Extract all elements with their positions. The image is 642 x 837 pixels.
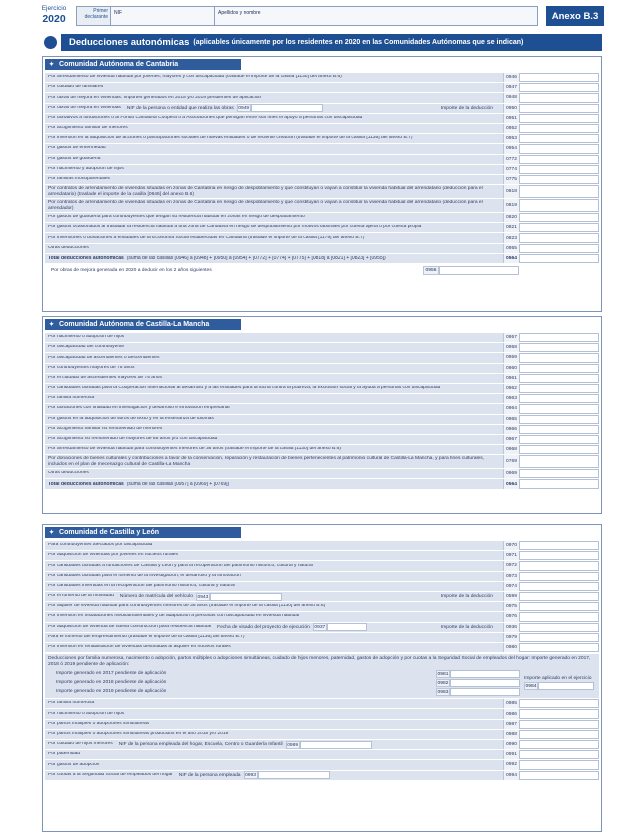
- main-title-bar: [61, 34, 602, 51]
- amount-input[interactable]: [519, 633, 599, 642]
- deduction-label: Por el cuidado de ascendientes mayores de 75 años: [48, 375, 162, 380]
- deduction-label: Por alquiler de vivienda habitual para contribuyentes menores de 36 años (traslade el importe de la casilla [1130] del anexo B.6): [48, 604, 326, 609]
- deduction-row: [45, 213, 599, 223]
- deduction-row: [45, 633, 599, 643]
- inline-nif-group: [119, 741, 372, 749]
- deduction-label: Por discapacidad de ascendientes o descendientes: [48, 355, 160, 360]
- deduction-label: Por familia numerosa: [48, 701, 95, 706]
- amount-input[interactable]: [519, 134, 599, 143]
- deduction-label: Por cuotas a la Seguridad Social de empleados del hogar: [48, 772, 173, 777]
- deduction-row: [45, 455, 599, 469]
- section-title-text: Comunidad Autónoma de Cantabria: [59, 61, 179, 68]
- amount-input[interactable]: [519, 740, 599, 749]
- deduction-label: Por cuidado de familiares: [48, 85, 104, 90]
- casilla-code: 0948: [503, 93, 519, 102]
- deduction-row: [45, 643, 599, 653]
- deduction-label: Por gastos de guardería: [48, 156, 101, 161]
- section-bullet-icon: [44, 36, 57, 49]
- declarant-id-box: [76, 6, 538, 26]
- casilla-code: 0958: [503, 343, 519, 352]
- deduction-row: [45, 750, 599, 760]
- amount-input[interactable]: [519, 233, 599, 242]
- amount-input[interactable]: [519, 185, 599, 198]
- applied-label: Importe aplicado en el ejercicio: [524, 675, 592, 681]
- total-code: 0564: [503, 254, 519, 263]
- deduction-row: [45, 144, 599, 154]
- deduction-row: [45, 572, 599, 582]
- deduction-label: Por nacimiento o adopción de hijos: [48, 335, 125, 340]
- deduction-row: [45, 469, 599, 479]
- family-line-code: 0983: [437, 689, 449, 695]
- deduction-label: Por donativos a fundaciones o al Fondo Cantabria Coopera o a Asociaciones que persigan entre sus fines el apoyo a personas con discapacidad: [48, 115, 363, 120]
- primer-declarante-label: Primer declarante: [77, 7, 111, 25]
- amount-input[interactable]: [519, 384, 599, 393]
- deduction-row: [45, 155, 599, 165]
- amount-input[interactable]: [519, 353, 599, 362]
- casilla-code: 0976: [503, 612, 519, 621]
- casilla-code: 0994: [503, 771, 519, 780]
- deduction-label: Por partos múltiples o adopciones simultáneas producidos en el año 2018 y/o 2019: [48, 731, 229, 736]
- casilla-code: 0959: [503, 353, 519, 362]
- applied-pair: [524, 682, 594, 690]
- family-line-label: Importe generado en 2018 pendiente de aplicación: [56, 680, 167, 686]
- deduction-label: Por discapacidad del contribuyente: [48, 345, 125, 350]
- applied-code: 0984: [525, 683, 537, 689]
- deduction-label: Por cantidades invertidas en la recuperación del patrimonio histórico, cultural y natural: [48, 583, 235, 588]
- casilla-code: 0964: [503, 404, 519, 413]
- rows-castilla-la-mancha: [45, 333, 599, 490]
- amount-input[interactable]: [519, 582, 599, 591]
- deduction-label: Por cantidades donadas para la Cooperación internacional al desarrollo y a las entidades para la lucha contra la pobreza, la exclusión social y la ayuda a personas con discapacidad: [48, 386, 441, 391]
- deduction-row: [45, 199, 599, 213]
- deduction-label: Por gastos de enfermedad: [48, 146, 106, 151]
- importe-label: Importe de la deducción: [440, 594, 493, 600]
- amount-input[interactable]: [519, 165, 599, 174]
- deduction-row: [45, 623, 599, 633]
- total-label: [45, 256, 503, 261]
- deduction-row: [45, 233, 599, 243]
- amount-input[interactable]: [519, 455, 599, 468]
- deduction-label: Por inversiones o donaciones a entidades de la Economía Social establecidas en Cantabria (traslade el importe de la casilla [1179] del anexo B.7): [48, 235, 365, 240]
- family-line-input[interactable]: [450, 670, 520, 678]
- amount-input[interactable]: [519, 404, 599, 413]
- deduction-row: [45, 730, 599, 740]
- deduction-row: [45, 720, 599, 730]
- casilla-code: 0599: [503, 592, 519, 601]
- deduction-label: Por inversión en la adquisición de acciones o participaciones sociales de nuevas entidades o de reciente creación (traslade el importe de la casilla [1136] del anexo B.7): [48, 136, 413, 141]
- deduction-label: Por paternidad: [48, 752, 81, 757]
- casilla-code: 0950: [503, 104, 519, 113]
- deduction-label: Por contribuyentes mayores de 75 años: [48, 365, 135, 370]
- inline-nif-code: 0989: [287, 742, 299, 748]
- inline-nif-label: NIF de la persona o entidad que realiza las obras: [126, 105, 234, 111]
- amount-input[interactable]: [519, 155, 599, 164]
- family-line: [56, 687, 520, 696]
- inline-nif-code: 0949: [238, 106, 250, 112]
- inline-nif-input[interactable]: [327, 623, 367, 631]
- deduction-row: [45, 134, 599, 144]
- casilla-code: 0986: [503, 709, 519, 718]
- total-label: [45, 482, 503, 487]
- casilla-code: 0819: [503, 199, 519, 212]
- casilla-code: 0979: [503, 633, 519, 642]
- amount-input[interactable]: [519, 124, 599, 133]
- amount-input[interactable]: [519, 175, 599, 184]
- total-row: [45, 254, 599, 264]
- casilla-code: 0967: [503, 435, 519, 444]
- deduction-row: [45, 592, 599, 602]
- deduction-label: Por donaciones con finalidad en investigación y desarrollo e innovación empresarial: [48, 406, 230, 411]
- inline-nif-group: [217, 623, 367, 631]
- amount-input[interactable]: [519, 364, 599, 373]
- amount-input[interactable]: [519, 730, 599, 739]
- casilla-code: 0972: [503, 561, 519, 570]
- amount-input[interactable]: [519, 445, 599, 454]
- inline-nif-label: Número de matrícula del vehículo: [119, 594, 193, 600]
- casilla-code: 0975: [503, 602, 519, 611]
- amount-input[interactable]: [519, 343, 599, 352]
- inline-nif-label: Fecha de visado del proyecto de ejecución: [217, 624, 310, 630]
- casilla-code: 0953: [503, 134, 519, 143]
- deduction-row: [45, 175, 599, 185]
- deduction-label: Por gastos en la adquisición de libros de texto y en la enseñanza de idiomas: [48, 416, 214, 421]
- amount-input[interactable]: [519, 541, 599, 550]
- note-input[interactable]: [439, 266, 519, 275]
- total-code: 0564: [503, 479, 519, 488]
- amount-input[interactable]: [519, 572, 599, 581]
- amount-input[interactable]: [519, 425, 599, 434]
- deduction-label: Por obras de mejora en viviendas: [48, 105, 121, 110]
- amount-input[interactable]: [519, 699, 599, 708]
- deduction-label: Por familias monoparentales: [48, 177, 110, 182]
- total-label-text: Total deducciones autonómicas: [48, 255, 124, 261]
- amount-input[interactable]: [519, 415, 599, 424]
- amount-input[interactable]: [519, 114, 599, 123]
- family-line: [56, 678, 520, 687]
- family-line-input[interactable]: [450, 688, 520, 696]
- deduction-row: [45, 165, 599, 175]
- amount-input[interactable]: [519, 469, 599, 478]
- amount-input[interactable]: [519, 612, 599, 621]
- casilla-code: 0980: [503, 643, 519, 652]
- inline-nif-code: 0993: [245, 773, 256, 779]
- amount-input[interactable]: [519, 199, 599, 212]
- deduction-label: Por nacimiento y adopción de hijos: [48, 166, 124, 171]
- ejercicio-year: 2020: [42, 12, 66, 25]
- deduction-row: [45, 394, 599, 404]
- deduction-row: [45, 83, 599, 93]
- deduction-label: Otras deducciones: [48, 471, 89, 476]
- section-cantabria: [42, 56, 602, 312]
- deduction-row: [45, 602, 599, 612]
- amount-input[interactable]: [519, 592, 599, 601]
- amount-input[interactable]: [519, 244, 599, 253]
- star-icon: ✦: [49, 530, 55, 536]
- nif-label: NIF: [114, 10, 123, 16]
- deduction-row: [45, 104, 599, 114]
- deduction-row: [45, 709, 599, 719]
- section-title-castilla-y-leon: [45, 527, 241, 538]
- ejercicio-label: Ejercicio: [41, 5, 67, 12]
- deduction-row: [45, 343, 599, 353]
- amount-input[interactable]: [519, 720, 599, 729]
- casilla-code: 0961: [503, 374, 519, 383]
- total-row: [45, 479, 599, 489]
- deduction-row: [45, 445, 599, 455]
- deduction-row: [45, 404, 599, 414]
- casilla-code: 0991: [503, 750, 519, 759]
- deduction-label: Por gastos ocasionados al trasladar la residencia habitual a una zona de Cantabria en riesgo de despoblamiento por motivos laborales por cuenta ajena o por cuenta propia: [48, 225, 422, 230]
- amount-input[interactable]: [519, 435, 599, 444]
- main-section-header: [44, 34, 602, 51]
- deduction-row: [45, 124, 599, 134]
- rows-cantabria: [45, 73, 599, 276]
- amount-input[interactable]: [519, 602, 599, 611]
- deduction-label: Por familia numerosa: [48, 396, 95, 401]
- family-applied: [520, 669, 596, 696]
- family-line: [56, 669, 520, 678]
- casilla-code: 0952: [503, 124, 519, 133]
- casilla-code: 0936: [503, 623, 519, 632]
- inline-nif-input[interactable]: [258, 771, 330, 779]
- deduction-row: [45, 582, 599, 592]
- casilla-code: 0818: [503, 185, 519, 198]
- family-line-code: 0981: [437, 671, 449, 677]
- deduction-label: Por gastos de adopción: [48, 762, 100, 767]
- casilla-code: 0821: [503, 223, 519, 232]
- amount-input[interactable]: [519, 93, 599, 102]
- amount-input[interactable]: [519, 643, 599, 652]
- casilla-code: 0971: [503, 551, 519, 560]
- casilla-code: 0963: [503, 394, 519, 403]
- deduction-row: [45, 561, 599, 571]
- inline-nif-group: [179, 771, 330, 779]
- applied-input[interactable]: [538, 682, 594, 690]
- amount-input[interactable]: [519, 333, 599, 342]
- family-text: Deducciones por familia numerosa, nacimiento o adopción, partos múltiples o adopciones simultáneas, cuidado de hijos menores, paternidad, gastos de adopción y por cuotas a la Seguridad Social de empleados del hogar: Importe generado en 2017, 2018 ó 2019 pendiente de aplicación:: [48, 656, 591, 667]
- deduction-row: [45, 760, 599, 770]
- anexo-badge: Anexo B.3: [546, 6, 604, 26]
- star-icon: ✦: [49, 62, 55, 68]
- deduction-label: Por cantidades donadas para el fomento de la investigación, el desarrollo y la innovación: [48, 573, 241, 578]
- deduction-label: Por el fomento de la movilidad: [48, 594, 114, 599]
- inline-nif-input[interactable]: [251, 104, 323, 112]
- amount-input[interactable]: [519, 73, 599, 82]
- family-block: [45, 654, 599, 699]
- casilla-code: 0965: [503, 415, 519, 424]
- deduction-row: [45, 740, 599, 750]
- amount-input[interactable]: [519, 709, 599, 718]
- inline-nif-code: 0943: [197, 594, 209, 600]
- casilla-code: 0946: [503, 73, 519, 82]
- inline-nif-input[interactable]: [210, 593, 282, 601]
- casilla-code: 0774: [503, 165, 519, 174]
- amount-input[interactable]: [519, 623, 599, 632]
- total-formula: (suma de las casillas [0946] a [0948] + [0950] a [0954] + [0772] + [0774] + [0775] + [0818] a [0821] + [0823] + [0955]): [126, 255, 386, 261]
- deduction-label: Por gastos de guardería para contribuyentes que tengan su residencia habitual en zonas en riesgo de despoblamiento: [48, 215, 305, 220]
- section-title-cantabria: [45, 59, 241, 70]
- deduction-row: [45, 435, 599, 445]
- amount-input[interactable]: [519, 394, 599, 403]
- casilla-code: 0974: [503, 582, 519, 591]
- amount-input[interactable]: [519, 551, 599, 560]
- deduction-label: Por cantidades donadas a fundaciones de Castilla y León y para la recuperación del patrimonio histórico, cultural y natural: [48, 563, 313, 568]
- deduction-label: Por arrendamiento de vivienda habitual para contribuyentes menores de 36 años (traslade el importe de la casilla [1130] del anexo B.6): [48, 447, 341, 452]
- star-icon: ✦: [49, 322, 55, 328]
- main-subtitle: (aplicables únicamente por los residentes en 2020 en las Comunidades Autónomas que se indican): [193, 39, 524, 46]
- amount-input[interactable]: [519, 750, 599, 759]
- casilla-code: 0966: [503, 425, 519, 434]
- total-formula: (suma de las casillas [0957] a [0969] + [0769]): [126, 481, 230, 487]
- deduction-row: [45, 114, 599, 124]
- casilla-code: 0954: [503, 144, 519, 153]
- total-input[interactable]: [519, 479, 599, 488]
- inline-nif-group: [120, 593, 282, 601]
- deduction-label: Para el fomento del emprendimiento (traslade el importe de la casilla [1136] del anexo B.7): [48, 634, 245, 639]
- deduction-row: [45, 425, 599, 435]
- deduction-row: [45, 384, 599, 394]
- inline-nif-label: NIF de la persona empleada del hogar, Escuela, Centro o Guardería Infantil: [118, 742, 283, 748]
- section-castilla-y-leon: [42, 524, 602, 832]
- inline-nif-label: NIF de la persona empleada: [178, 772, 241, 778]
- deduction-row: [45, 541, 599, 551]
- apellidos-field[interactable]: [215, 7, 537, 25]
- casilla-code: 0988: [503, 730, 519, 739]
- amount-input[interactable]: [519, 223, 599, 232]
- amount-input[interactable]: [519, 213, 599, 222]
- deduction-label: Por acogimiento familiar de menores: [48, 126, 128, 131]
- note-label: Por obras de mejora generada en 2020 a deducir en los 2 años siguientes: [51, 268, 212, 273]
- inline-nif-code: 0937: [314, 625, 326, 631]
- rows-castilla-y-leon: [45, 541, 599, 781]
- deduction-label: Para contribuyentes afectados por discapacidad: [48, 543, 153, 548]
- family-line-label: Importe generado en 2019 pendiente de aplicación: [56, 689, 167, 695]
- casilla-code: 0990: [503, 740, 519, 749]
- deduction-row: [45, 333, 599, 343]
- deduction-label: Por cuidado de hijos menores: [48, 742, 113, 747]
- deduction-row: [45, 244, 599, 254]
- deduction-label: Otras deducciones: [48, 245, 89, 250]
- casilla-code: 0992: [503, 760, 519, 769]
- amount-input[interactable]: [519, 760, 599, 769]
- family-line-code: 0982: [437, 680, 449, 686]
- deduction-row: [45, 73, 599, 83]
- note-code: 0956: [423, 266, 439, 275]
- deduction-label: Por nacimiento o adopción de hijos: [48, 711, 125, 716]
- amount-input[interactable]: [519, 374, 599, 383]
- inline-nif-group: [127, 104, 323, 112]
- deduction-row: [45, 612, 599, 622]
- amount-input[interactable]: [519, 104, 599, 113]
- casilla-code: 0985: [503, 699, 519, 708]
- casilla-code: 0973: [503, 572, 519, 581]
- deduction-row: [45, 415, 599, 425]
- casilla-code: 0962: [503, 384, 519, 393]
- casilla-code: 0960: [503, 364, 519, 373]
- section-title-text: Comunidad de Castilla y León: [59, 529, 159, 536]
- deduction-label: Por donaciones de bienes culturales y contribuciones a favor de la conservación, reparación y restauración de bienes pertenecientes al patrimonio cultural de Castilla-La Mancha, y para fines culturales, incluidos en el plan de mecenazgo cultural de Castilla-La Mancha: [48, 456, 485, 467]
- deduction-label: Por partos múltiples o adopciones simultáneas: [48, 721, 150, 726]
- importe-label: Importe de la deducción: [440, 624, 493, 630]
- deduction-label: Por obras de mejora en viviendas: importes generados en 2018 y/o 2019 pendientes de aplicación: [48, 95, 262, 100]
- deduction-row: [45, 353, 599, 363]
- casilla-code: 0970: [503, 541, 519, 550]
- casilla-code: 0769: [503, 455, 519, 468]
- note-row: [45, 265, 599, 276]
- deduction-label: Por contratos de arrendamiento de viviendas situadas en zonas de Cantabria en riesgo de despoblamiento y que constituyan o vayan a constituir la vivienda habitual del arrendatario (deducción para el arrendatario) (traslade el importe de la casilla [0646] del anexo B.6): [48, 186, 483, 197]
- deduction-label: Por inversión en instalaciones medioambientales y de adaptación a personas con discapacidad en vivienda habitual: [48, 614, 300, 619]
- casilla-code: 0969: [503, 469, 519, 478]
- amount-input[interactable]: [519, 771, 599, 780]
- apellidos-label: Apellidos y nombre: [218, 10, 261, 16]
- amount-input[interactable]: [519, 83, 599, 92]
- total-label-text: Total deducciones autonómicas: [48, 481, 124, 487]
- deduction-row: [45, 364, 599, 374]
- inline-nif-input[interactable]: [300, 741, 372, 749]
- deduction-row: [45, 185, 599, 199]
- section-title-text: Comunidad Autónoma de Castilla-La Mancha: [59, 321, 210, 328]
- main-title: Deducciones autonómicas: [69, 37, 190, 48]
- deduction-label: Por acogimiento familiar no remunerado de menores: [48, 426, 163, 431]
- casilla-code: 0775: [503, 175, 519, 184]
- deduction-label: Por contratos de arrendamiento de viviendas situadas en zonas de Cantabria en riesgo de despoblamiento y que constituyan o vayan a constituir la vivienda habitual del arrendatario (deducción para el arrendador): [48, 200, 483, 211]
- casilla-code: 0772: [503, 155, 519, 164]
- family-left: [48, 669, 520, 696]
- ejercicio-block: [38, 6, 70, 26]
- deduction-row: [45, 551, 599, 561]
- deduction-label: Por acogimiento no remunerado de mayores de 65 años y/o con discapacidad: [48, 437, 218, 442]
- section-title-castilla-la-mancha: [45, 319, 241, 330]
- family-line-label: Importe generado en 2017 pendiente de aplicación: [56, 671, 167, 677]
- deduction-row: [45, 699, 599, 709]
- section-castilla-la-mancha: [42, 316, 602, 514]
- deduction-label: Por adquisición de viviendas por jóvenes en núcleos rurales: [48, 553, 178, 558]
- casilla-code: 0968: [503, 445, 519, 454]
- deduction-row: [45, 374, 599, 384]
- deduction-row: [45, 771, 599, 781]
- family-grid: [48, 669, 596, 696]
- deduction-label: Por adquisición de vivienda de nueva construcción para residencia habitual: [48, 624, 212, 629]
- importe-label: Importe de la deducción: [440, 105, 493, 111]
- casilla-code: 0955: [503, 244, 519, 253]
- casilla-code: 0947: [503, 83, 519, 92]
- deduction-label: Por inversión en rehabilitación de viviendas destinadas al alquiler en núcleos rurales: [48, 645, 231, 650]
- form-header: [38, 6, 604, 26]
- amount-input[interactable]: [519, 561, 599, 570]
- nif-field[interactable]: [111, 7, 215, 25]
- casilla-code: 0957: [503, 333, 519, 342]
- deduction-row: [45, 223, 599, 233]
- deduction-row: [45, 93, 599, 103]
- total-input[interactable]: [519, 254, 599, 263]
- casilla-code: 0820: [503, 213, 519, 222]
- casilla-code: 0823: [503, 233, 519, 242]
- family-line-input[interactable]: [450, 679, 520, 687]
- casilla-code: 0951: [503, 114, 519, 123]
- casilla-code: 0987: [503, 720, 519, 729]
- amount-input[interactable]: [519, 144, 599, 153]
- deduction-label: Por arrendamiento de vivienda habitual por jóvenes, mayores y con discapacidad (traslade el importe de la casilla [1130] del anexo B.6): [48, 75, 342, 80]
